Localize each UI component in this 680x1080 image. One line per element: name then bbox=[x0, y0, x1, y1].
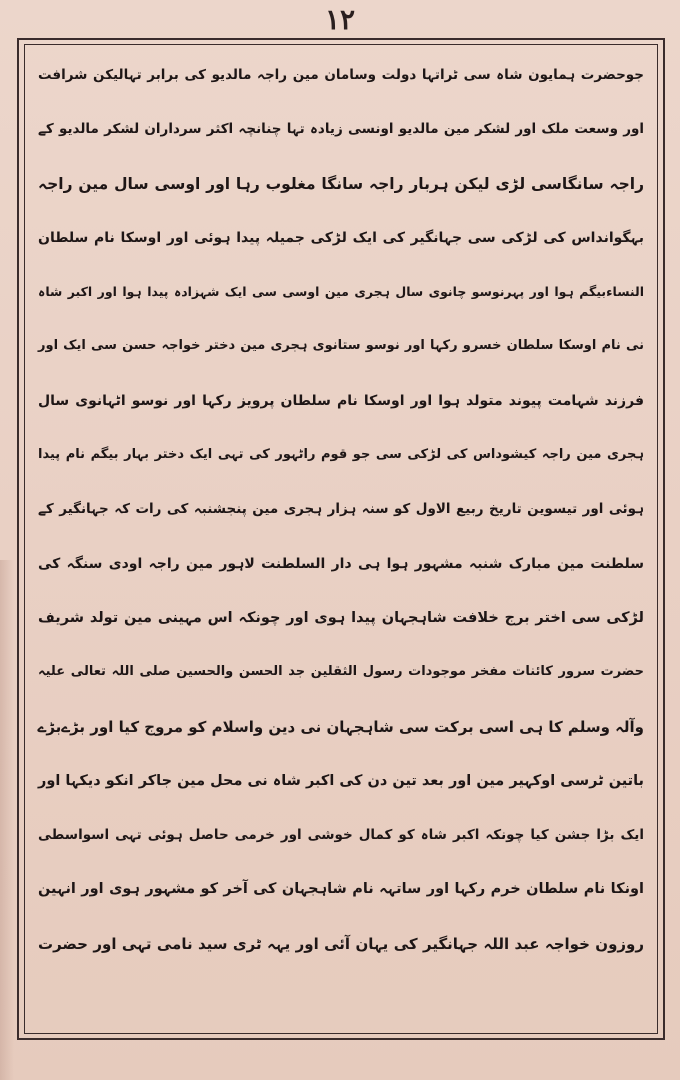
text-line: ہجری مین راجہ کیشوداس کی لڑکی سی جو قوم راٹہور کی تہی ایک دختر بہار بیگم نام پیدا bbox=[38, 447, 644, 463]
text-line: فرزند شہامت پیوند متولد ہوا اور اوسکا نام سلطان پرویز رکہا اور نوسو اٹہانوی سال bbox=[38, 392, 644, 409]
text-line: روزون خواجہ عبد اللہ جہانگیر کی یہان آئی اور یہہ ٹری سید نامی تہی اور حضرت bbox=[38, 934, 644, 953]
text-line: ایک بڑا جشن کیا چونکہ اکبر شاہ کو کمال خوشی اور خرمی حاصل ہوئی تہی اسواسطی bbox=[38, 827, 644, 844]
text-line: حضرت سرور کائنات مفخر موجودات رسول الثقلین جد الحسن والحسین صلی اللہ تعالی علیہ bbox=[38, 664, 644, 680]
text-line: وآلہ وسلم کا ہی اسی برکت سی شاہجہان نی دین واسلام کو مروج کیا اور بڑےبڑے bbox=[37, 717, 644, 736]
page-number: ۱۲ bbox=[324, 3, 356, 36]
text-line: لڑکی سی اختر برج خلافت شاہجہان پیدا ہوی اور چونکہ اس مہینی مین تولد شریف bbox=[38, 609, 644, 626]
page-edge-stain bbox=[0, 560, 14, 1080]
text-line: اونکا نام سلطان خرم رکہا اور ساتہہ نام شاہجہان کی آخر کو مشہور ہوی اور انہین bbox=[38, 881, 644, 898]
text-line: باتین ٹرسی اوکہیر مین اور بعد تین دن کی اکبر شاہ نی محل مین جاکر انکو دیکہا اور bbox=[38, 772, 644, 789]
text-line: بہگوانداس کی لڑکی سی جہانگیر کی ایک لڑکی جمیلہ پیدا ہوئی اور اوسکا نام سلطان bbox=[38, 229, 644, 246]
text-line: سلطنت مین مبارک شنبہ مشہور ہوا ہی دار السلطنت لاہور مین راجہ اودی سنگہ کی bbox=[38, 555, 644, 572]
text-line: النساءبیگم ہوا اور پہرنوسو چانوی سال ہجری مین اوسی سی ایک شہزادہ پیدا ہوا اور اکبر شاہ bbox=[38, 284, 644, 300]
text-body bbox=[34, 48, 648, 1028]
text-line: اور وسعت ملک اور لشکر مین مالدیو اونسی زیادہ تہا چنانچہ اکثر سرداران لشکر مالدیو کے bbox=[38, 121, 644, 138]
text-line: جوحضرت ہمایون شاہ سی ٹراتہا دولت وسامان مین راجہ مالدیو کی برابر تہالیکن شرافت bbox=[38, 67, 644, 83]
text-line: راجہ سانگاسی لڑی لیکن ہربار راجہ سانگا مغلوب رہا اور اوسی سال مین راجہ bbox=[38, 174, 644, 193]
text-line: نی نام اوسکا سلطان خسرو رکہا اور نوسو ستانوی ہجری مین دختر خواجہ حسن سی ایک اور bbox=[38, 338, 644, 354]
text-line: ہوئی اور تیسوین تاریخ ربیع الاول کو سنہ ہزار ہجری مین پنجشنبہ کی رات کہ جہانگیر کے bbox=[38, 501, 644, 518]
